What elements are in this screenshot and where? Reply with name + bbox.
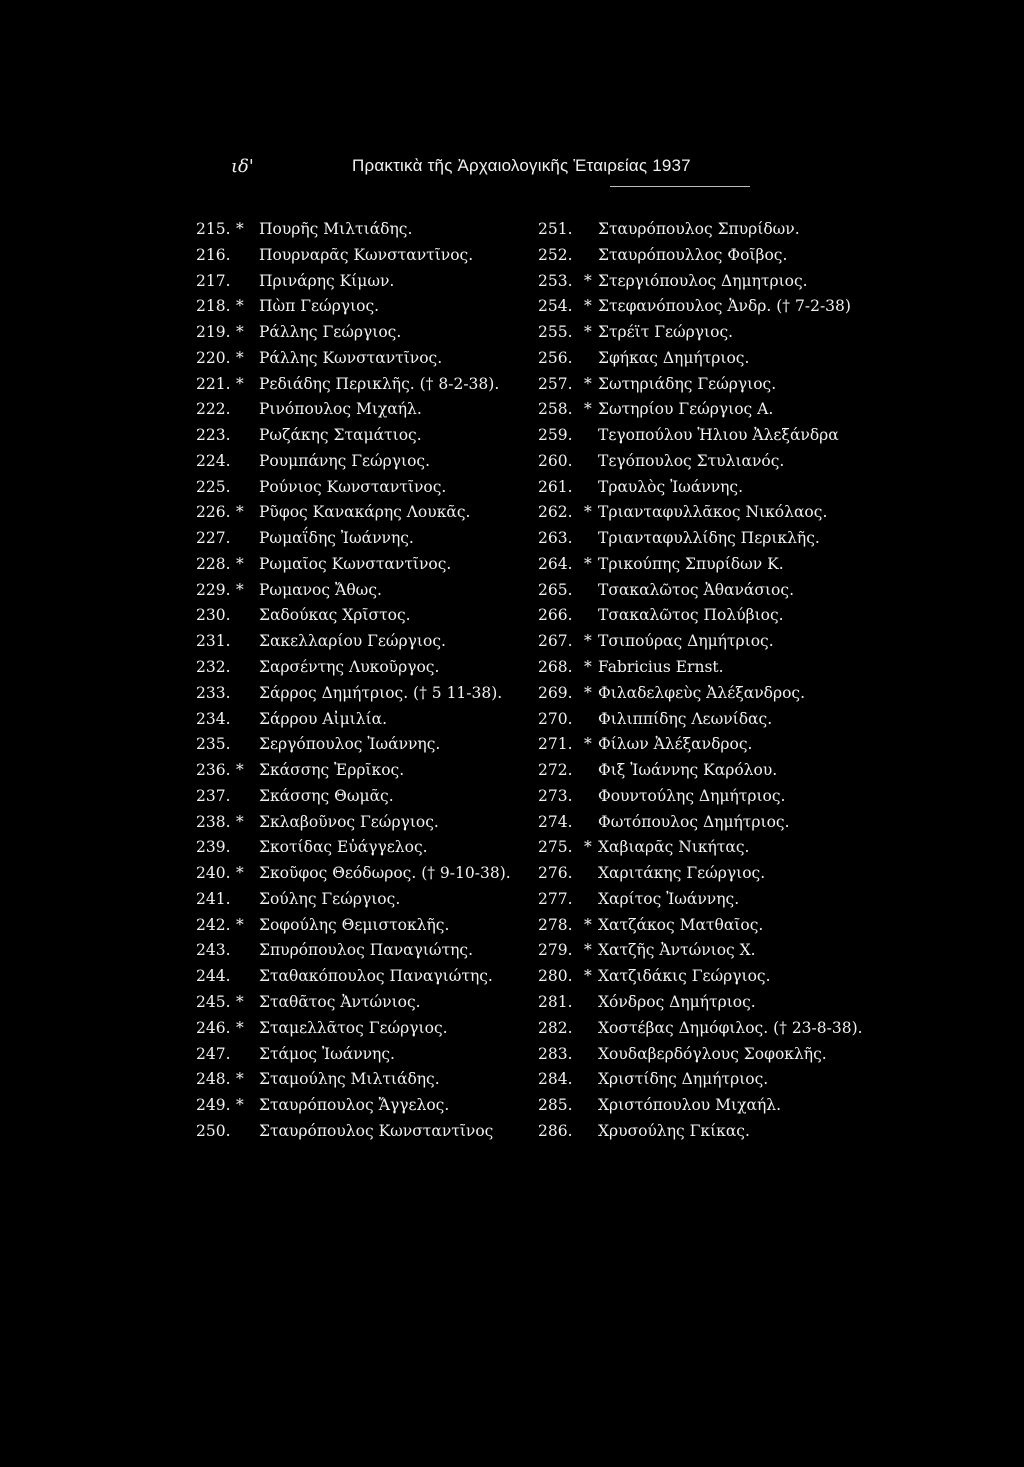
- member-name: Ράλλης Κωνσταντῖνος.: [259, 348, 443, 367]
- list-item: [196, 320, 536, 346]
- entry-number: 277.: [538, 889, 573, 908]
- list-item: [538, 423, 908, 449]
- list-item: [196, 423, 536, 449]
- list-item: [196, 629, 536, 655]
- asterisk-marker: *: [236, 812, 244, 831]
- asterisk-marker: *: [584, 967, 592, 986]
- member-name: Χαρίτος Ἰωάννης.: [598, 889, 740, 908]
- list-item: [538, 681, 908, 707]
- list-item: [538, 294, 908, 320]
- entry-number: 245.: [196, 992, 231, 1011]
- list-item: [538, 810, 908, 836]
- list-item: [196, 500, 536, 526]
- member-name: Στεργιόπουλος Δημητριος.: [598, 271, 808, 290]
- member-name: Τρικούπης Σπυρίδων Κ.: [598, 554, 784, 573]
- member-name: Σταυρόπουλος Κωνσταντῖνος: [259, 1121, 494, 1140]
- member-name: Σκοῦφος Θεόδωρος. († 9-10-38).: [259, 864, 511, 883]
- member-list-left: [196, 217, 536, 1145]
- member-name: Χοστέβας Δημόφιλος. († 23-8-38).: [598, 1018, 863, 1037]
- member-name: Φιλαδελφεὺς Ἀλέξανδρος.: [598, 683, 806, 702]
- asterisk-marker: *: [584, 400, 592, 419]
- asterisk-marker: *: [236, 554, 244, 573]
- entry-number: 218.: [196, 297, 231, 316]
- entry-number: 273.: [538, 786, 573, 805]
- entry-number: 221.: [196, 374, 231, 393]
- list-item: [196, 1119, 536, 1145]
- entry-number: 283.: [538, 1044, 573, 1063]
- entry-number: 259.: [538, 426, 573, 445]
- entry-number: 284.: [538, 1070, 573, 1089]
- list-item: [538, 629, 908, 655]
- entry-number: 279.: [538, 941, 573, 960]
- list-item: [538, 243, 908, 269]
- list-item: [196, 294, 536, 320]
- member-name: Πουρναρᾶς Κωνσταντῖνος.: [259, 245, 474, 264]
- member-list-right: [538, 217, 908, 1145]
- member-name: Φουντούλης Δημήτριος.: [598, 786, 786, 805]
- page-number: ιδ': [231, 156, 254, 177]
- list-item: [538, 346, 908, 372]
- member-name: Τεγοπούλου Ἡλιου Ἀλεξάνδρα: [598, 426, 839, 445]
- list-item: [196, 243, 536, 269]
- entry-number: 232.: [196, 658, 231, 677]
- list-item: [538, 784, 908, 810]
- list-item: [196, 449, 536, 475]
- member-name: Χαβιαρᾶς Νικήτας.: [598, 838, 750, 857]
- entry-number: 236.: [196, 761, 231, 780]
- member-name: Φιξ Ἰωάννης Καρόλου.: [598, 761, 778, 780]
- list-item: [196, 1093, 536, 1119]
- member-name: Σκοτίδας Εὐάγγελος.: [259, 838, 428, 857]
- entry-number: 256.: [538, 348, 573, 367]
- entry-number: 237.: [196, 786, 231, 805]
- list-item: [196, 681, 536, 707]
- member-name: Σούλης Γεώργιος.: [259, 889, 401, 908]
- member-name: Ρωμαῖος Κωνσταντῖνος.: [259, 554, 452, 573]
- entry-number: 261.: [538, 477, 573, 496]
- member-name: Σκάσσης Θωμᾶς.: [259, 786, 394, 805]
- entry-number: 228.: [196, 554, 231, 573]
- entry-number: 268.: [538, 658, 573, 677]
- list-item: [538, 655, 908, 681]
- entry-number: 248.: [196, 1070, 231, 1089]
- asterisk-marker: *: [584, 683, 592, 702]
- list-item: [538, 1067, 908, 1093]
- entry-number: 272.: [538, 761, 573, 780]
- member-name: Ρεδιάδης Περικλῆς. († 8-2-38).: [259, 374, 500, 393]
- asterisk-marker: *: [236, 915, 244, 934]
- entry-number: 254.: [538, 297, 573, 316]
- entry-number: 223.: [196, 426, 231, 445]
- list-item: [196, 990, 536, 1016]
- member-name: Τεγόπουλος Στυλιανός.: [598, 451, 785, 470]
- member-name: Τριανταφυλλίδης Περικλῆς.: [598, 529, 820, 548]
- page-header: [0, 156, 1024, 186]
- asterisk-marker: *: [236, 1018, 244, 1037]
- entry-number: 278.: [538, 915, 573, 934]
- entry-number: 216.: [196, 245, 231, 264]
- asterisk-marker: *: [584, 735, 592, 754]
- member-name: Στρέϊτ Γεώργιος.: [598, 323, 734, 342]
- entry-number: 246.: [196, 1018, 231, 1037]
- member-name: Σκάσσης Ἑρρῖκος.: [259, 761, 405, 780]
- list-item: [196, 861, 536, 887]
- list-item: [196, 346, 536, 372]
- member-name: Σταμελλᾶτος Γεώργιος.: [259, 1018, 448, 1037]
- running-title: Πρακτικὰ τῆς Ἀρχαιολογικῆς Ἑταιρείας 1937: [352, 156, 691, 175]
- asterisk-marker: *: [236, 992, 244, 1011]
- asterisk-marker: *: [236, 503, 244, 522]
- asterisk-marker: *: [584, 554, 592, 573]
- entry-number: 275.: [538, 838, 573, 857]
- entry-number: 222.: [196, 400, 231, 419]
- list-item: [196, 397, 536, 423]
- entry-number: 270.: [538, 709, 573, 728]
- entry-number: 264.: [538, 554, 573, 573]
- member-name: Πὼπ Γεώργιος.: [259, 297, 380, 316]
- member-name: Χριστίδης Δημήτριος.: [598, 1070, 769, 1089]
- member-name: Χόνδρος Δημήτριος.: [598, 992, 756, 1011]
- entry-number: 231.: [196, 632, 231, 651]
- list-item: [196, 1042, 536, 1068]
- member-name: Χουδαβερδόγλους Σοφοκλῆς.: [598, 1044, 827, 1063]
- entry-number: 224.: [196, 451, 231, 470]
- member-name: Σταθᾶτος Ἀντώνιος.: [259, 992, 421, 1011]
- list-item: [538, 835, 908, 861]
- member-name: Σταθακόπουλος Παναγιώτης.: [259, 967, 493, 986]
- member-name: Χριστόπουλου Μιχαήλ.: [598, 1096, 782, 1115]
- entry-number: 227.: [196, 529, 231, 548]
- list-item: [538, 887, 908, 913]
- member-name: Σαρσέντης Λυκοῦργος.: [259, 658, 440, 677]
- entry-number: 285.: [538, 1096, 573, 1115]
- entry-number: 244.: [196, 967, 231, 986]
- member-name: Σωτηρίου Γεώργιος Α.: [598, 400, 774, 419]
- member-name: Σκλαβοῦνος Γεώργιος.: [259, 812, 439, 831]
- list-item: [538, 372, 908, 398]
- member-name: Χατζάκος Ματθαῖος.: [598, 915, 764, 934]
- list-item: [196, 526, 536, 552]
- list-item: [196, 1016, 536, 1042]
- entry-number: 276.: [538, 864, 573, 883]
- entry-number: 255.: [538, 323, 573, 342]
- entry-number: 229.: [196, 580, 231, 599]
- list-item: [538, 758, 908, 784]
- member-name: Τσακαλῶτος Ἀθανάσιος.: [598, 580, 794, 599]
- member-name: Σταυρόπουλος Σπυρίδων.: [598, 220, 800, 238]
- entry-number: 266.: [538, 606, 573, 625]
- member-name: Πουρῆς Μιλτιάδης.: [259, 220, 413, 238]
- entry-number: 230.: [196, 606, 231, 625]
- entry-number: 269.: [538, 683, 573, 702]
- list-item: [196, 707, 536, 733]
- entry-number: 225.: [196, 477, 231, 496]
- list-item: [196, 913, 536, 939]
- entry-number: 271.: [538, 735, 573, 754]
- asterisk-marker: *: [584, 374, 592, 393]
- entry-number: 274.: [538, 812, 573, 831]
- entry-number: 286.: [538, 1121, 573, 1140]
- entry-number: 217.: [196, 271, 231, 290]
- entry-number: 258.: [538, 400, 573, 419]
- member-name: Σταμούλης Μιλτιάδης.: [259, 1070, 440, 1089]
- list-item: [196, 784, 536, 810]
- list-item: [196, 372, 536, 398]
- member-name: Χατζιδάκις Γεώργιος.: [598, 967, 771, 986]
- list-item: [538, 449, 908, 475]
- member-name: Σοφούλης Θεμιστοκλῆς.: [259, 915, 450, 934]
- member-name: Σταυρόπουλλος Φοῖβος.: [598, 245, 788, 264]
- list-item: [196, 835, 536, 861]
- member-name: Στεφανόπουλος Ἀνδρ. († 7-2-38): [598, 297, 851, 316]
- list-item: [538, 603, 908, 629]
- entry-number: 280.: [538, 967, 573, 986]
- header-rule: [610, 186, 750, 187]
- list-item: [538, 475, 908, 501]
- asterisk-marker: *: [236, 220, 244, 238]
- list-item: [538, 964, 908, 990]
- member-name: Χαριτάκης Γεώργιος.: [598, 864, 766, 883]
- list-item: [196, 758, 536, 784]
- list-item: [538, 552, 908, 578]
- list-item: [196, 810, 536, 836]
- list-item: [196, 732, 536, 758]
- member-name: Ρωμανος Ἄθως.: [259, 580, 382, 599]
- member-name: Σακελλαρίου Γεώργιος.: [259, 632, 446, 651]
- entry-number: 267.: [538, 632, 573, 651]
- member-name: Σεργόπουλος Ἰωάννης.: [259, 735, 441, 754]
- list-item: [538, 500, 908, 526]
- member-name: Ρῦφος Κανακάρης Λουκᾶς.: [259, 503, 471, 522]
- member-name: Σταυρόπουλος Ἄγγελος.: [259, 1096, 450, 1115]
- asterisk-marker: *: [236, 348, 244, 367]
- entry-number: 260.: [538, 451, 573, 470]
- entry-number: 282.: [538, 1018, 573, 1037]
- entry-number: 249.: [196, 1096, 231, 1115]
- entry-number: 247.: [196, 1044, 231, 1063]
- list-item: [196, 578, 536, 604]
- entry-number: 257.: [538, 374, 573, 393]
- entry-number: 252.: [538, 245, 573, 264]
- list-item: [538, 861, 908, 887]
- list-item: [538, 526, 908, 552]
- entry-number: 234.: [196, 709, 231, 728]
- member-name: Σωτηριάδης Γεώργιος.: [598, 374, 777, 393]
- asterisk-marker: *: [584, 323, 592, 342]
- member-name: Ράλλης Γεώργιος.: [259, 323, 402, 342]
- list-item: [538, 1119, 908, 1145]
- member-name: Στάμος Ἰωάννης.: [259, 1044, 395, 1063]
- entry-number: 238.: [196, 812, 231, 831]
- entry-number: 263.: [538, 529, 573, 548]
- member-name: Τσακαλῶτος Πολύβιος.: [598, 606, 784, 625]
- asterisk-marker: *: [584, 941, 592, 960]
- list-item: [538, 1093, 908, 1119]
- member-name: Φιλιππίδης Λεωνίδας.: [598, 709, 773, 728]
- asterisk-marker: *: [236, 297, 244, 316]
- asterisk-marker: *: [236, 761, 244, 780]
- member-name: Ρωμαΐδης Ἰωάννης.: [259, 529, 414, 548]
- member-name: Fabricius Ernst.: [598, 658, 724, 677]
- entry-number: 219.: [196, 323, 231, 342]
- entry-number: 220.: [196, 348, 231, 367]
- list-item: [538, 1042, 908, 1068]
- asterisk-marker: *: [236, 374, 244, 393]
- list-item: [538, 578, 908, 604]
- entry-number: 235.: [196, 735, 231, 754]
- list-item: [538, 913, 908, 939]
- member-name: Τριανταφυλλᾶκος Νικόλαος.: [598, 503, 828, 522]
- member-name: Σπυρόπουλος Παναγιώτης.: [259, 941, 474, 960]
- entry-number: 262.: [538, 503, 573, 522]
- asterisk-marker: *: [236, 1070, 244, 1089]
- member-name: Σαδούκας Χρῖστος.: [259, 606, 411, 625]
- asterisk-marker: *: [584, 838, 592, 857]
- entry-number: 240.: [196, 864, 231, 883]
- entry-number: 265.: [538, 580, 573, 599]
- list-item: [538, 217, 908, 243]
- asterisk-marker: *: [236, 1096, 244, 1115]
- list-item: [538, 397, 908, 423]
- asterisk-marker: *: [584, 503, 592, 522]
- entry-number: 251.: [538, 220, 573, 238]
- member-name: Φίλων Ἀλέξανδρος.: [598, 735, 753, 754]
- member-name: Ρωζάκης Σταμάτιος.: [259, 426, 422, 445]
- member-name: Σάρρου Αἰμιλία.: [259, 709, 388, 728]
- list-item: [196, 269, 536, 295]
- entry-number: 243.: [196, 941, 231, 960]
- member-name: Ρινόπουλος Μιχαήλ.: [259, 400, 422, 419]
- list-item: [538, 732, 908, 758]
- list-item: [196, 655, 536, 681]
- list-item: [196, 603, 536, 629]
- list-item: [538, 938, 908, 964]
- member-name: Τραυλὸς Ἰωάννης.: [598, 477, 744, 496]
- list-item: [196, 1067, 536, 1093]
- member-name: Πρινάρης Κίμων.: [259, 271, 395, 290]
- entry-number: 253.: [538, 271, 573, 290]
- member-name: Σφήκας Δημήτριος.: [598, 348, 750, 367]
- asterisk-marker: *: [236, 323, 244, 342]
- member-name: Τσιπούρας Δημήτριος.: [598, 632, 774, 651]
- list-item: [196, 887, 536, 913]
- list-item: [538, 707, 908, 733]
- list-item: [538, 1016, 908, 1042]
- list-item: [196, 938, 536, 964]
- member-name: Χατζῆς Ἀντώνιος Χ.: [598, 941, 756, 960]
- member-name: Ρουμπάνης Γεώργιος.: [259, 451, 431, 470]
- asterisk-marker: *: [584, 915, 592, 934]
- member-name: Φωτόπουλος Δημήτριος.: [598, 812, 790, 831]
- list-item: [538, 320, 908, 346]
- list-item: [196, 475, 536, 501]
- entry-number: 239.: [196, 838, 231, 857]
- list-item: [196, 217, 536, 243]
- asterisk-marker: *: [584, 658, 592, 677]
- asterisk-marker: *: [236, 864, 244, 883]
- member-name: Ρούνιος Κωνσταντῖνος.: [259, 477, 447, 496]
- entry-number: 226.: [196, 503, 231, 522]
- entry-number: 215.: [196, 220, 231, 238]
- list-item: [196, 552, 536, 578]
- asterisk-marker: *: [584, 271, 592, 290]
- list-item: [538, 269, 908, 295]
- entry-number: 250.: [196, 1121, 231, 1140]
- entry-number: 242.: [196, 915, 231, 934]
- entry-number: 233.: [196, 683, 231, 702]
- asterisk-marker: *: [584, 632, 592, 651]
- member-name: Χρυσούλης Γκίκας.: [598, 1121, 750, 1140]
- entry-number: 281.: [538, 992, 573, 1011]
- asterisk-marker: *: [236, 580, 244, 599]
- member-name: Σάρρος Δημήτριος. († 5 11-38).: [259, 683, 503, 702]
- list-item: [196, 964, 536, 990]
- list-item: [538, 990, 908, 1016]
- entry-number: 241.: [196, 889, 231, 908]
- asterisk-marker: *: [584, 297, 592, 316]
